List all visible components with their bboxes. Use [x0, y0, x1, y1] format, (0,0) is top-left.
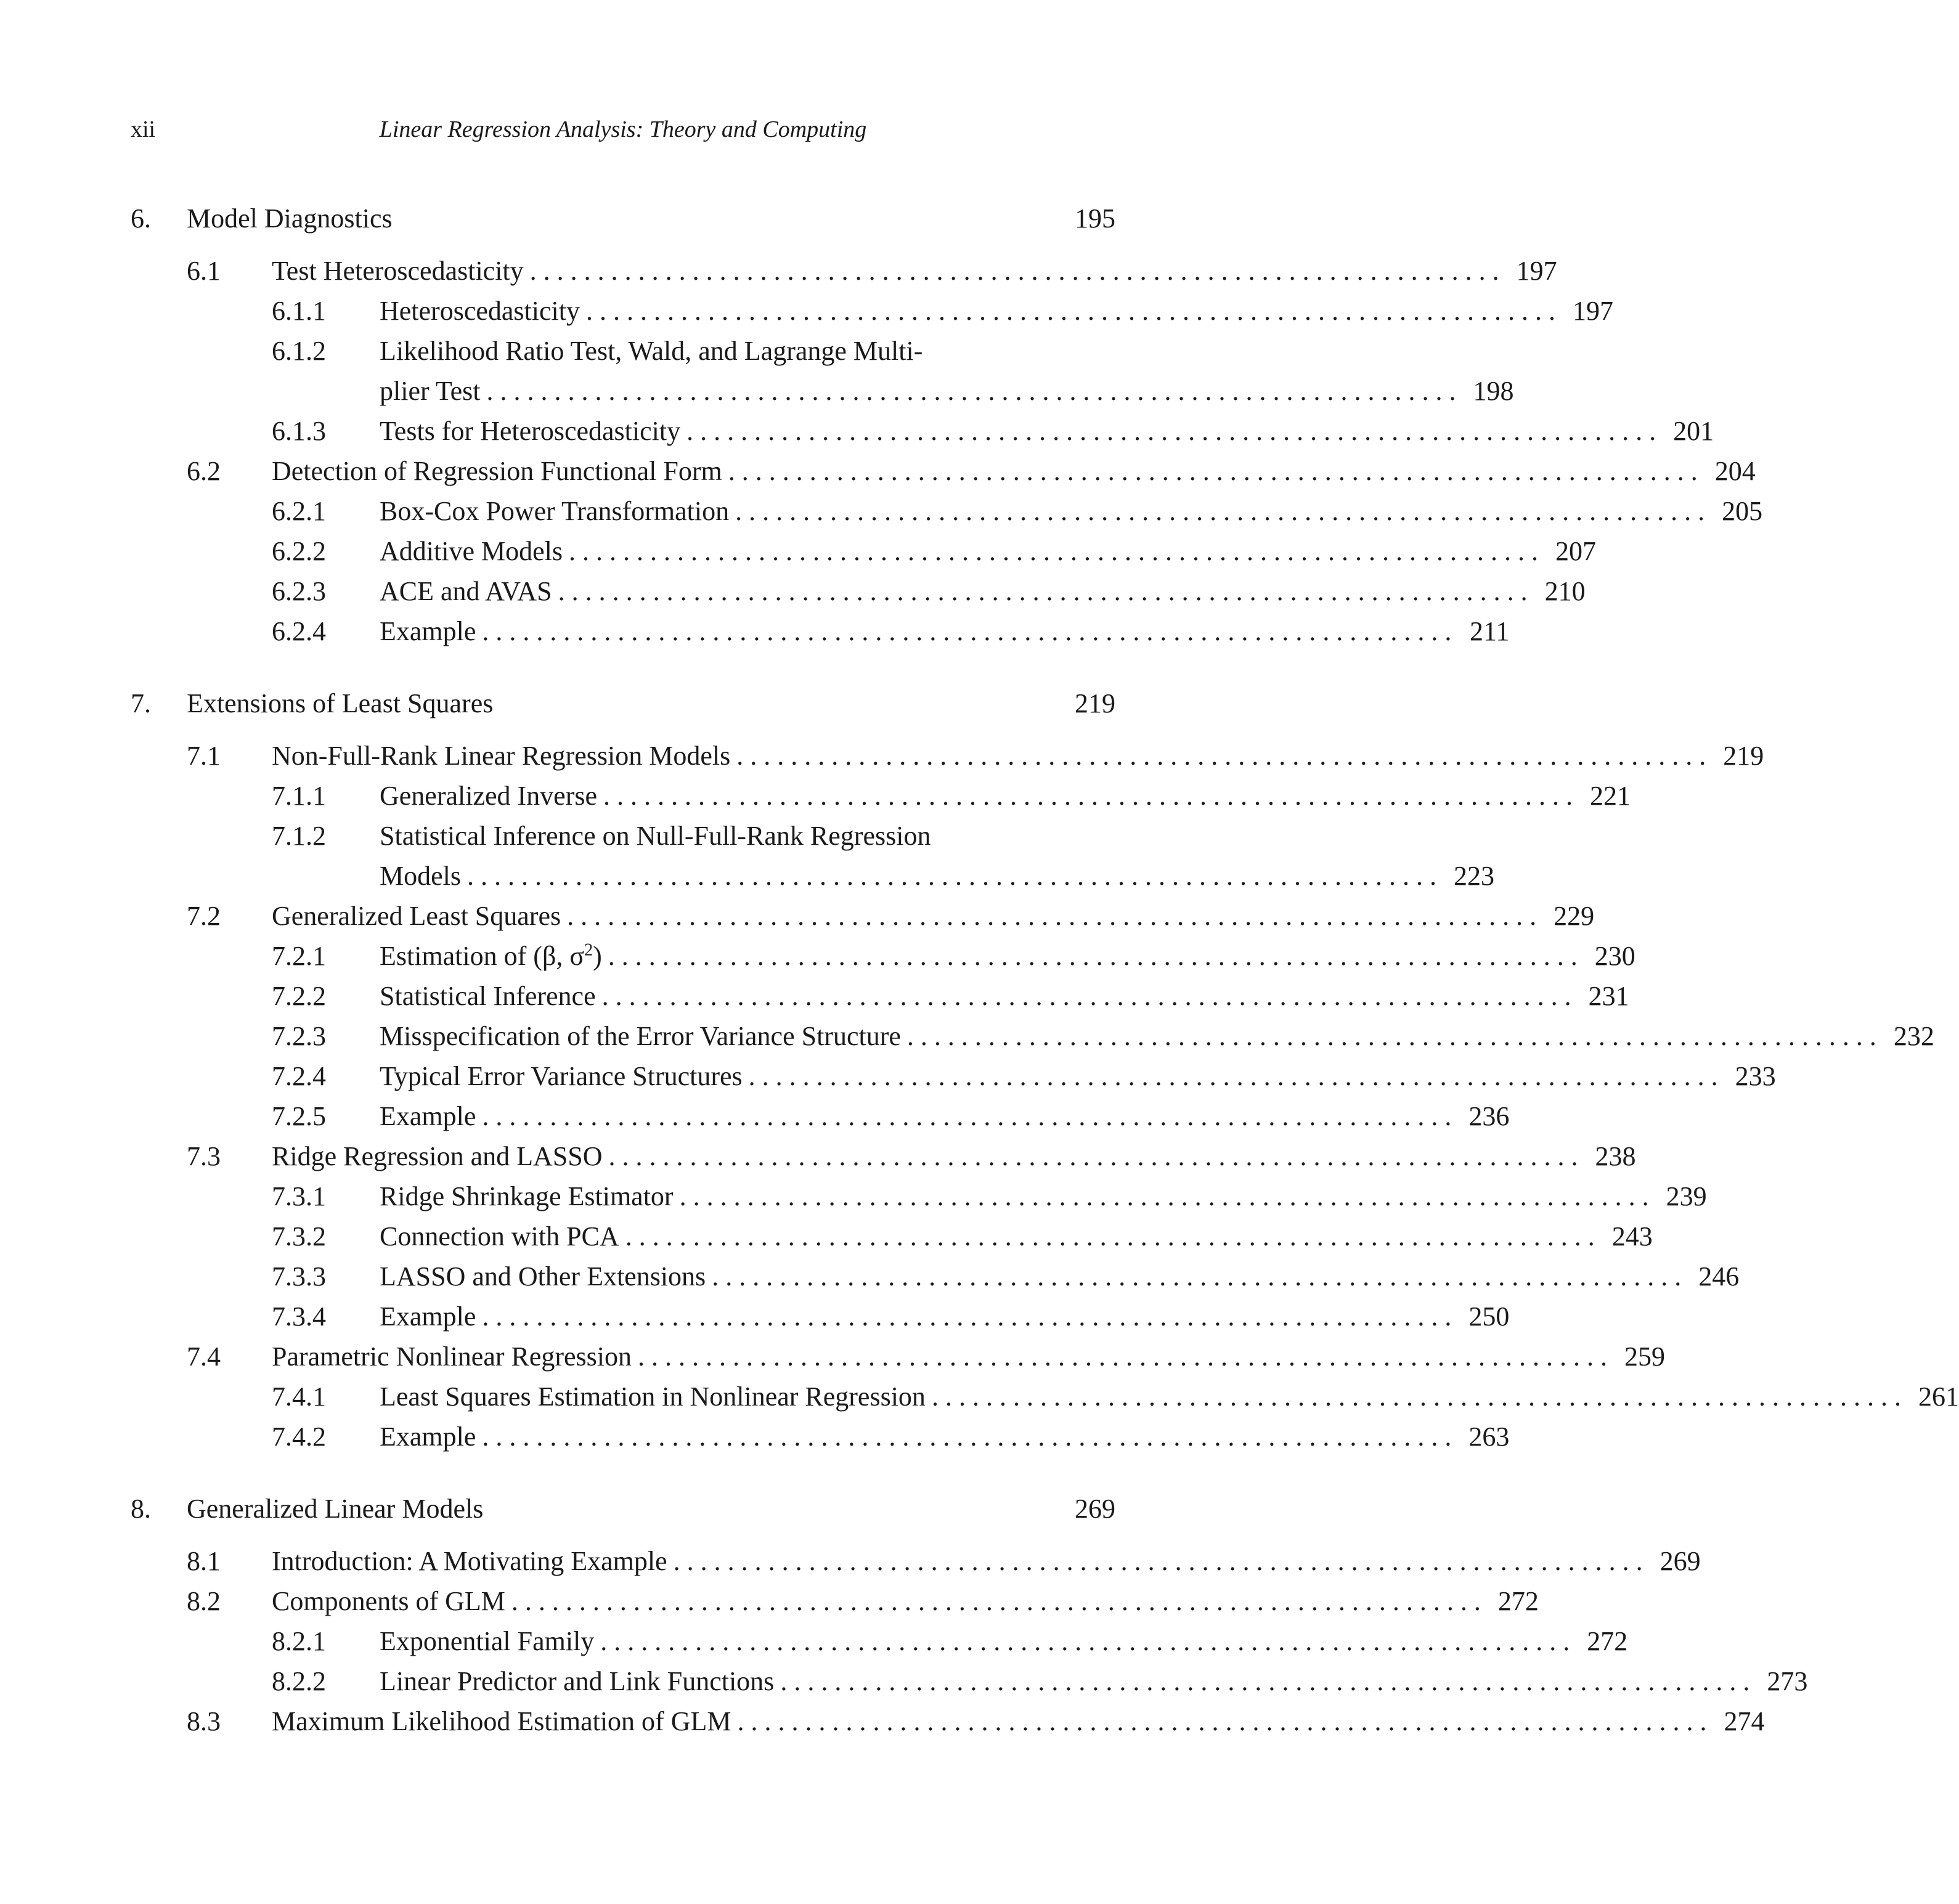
entry-number: 6.2.4: [272, 616, 326, 646]
chapter-page: 219: [1075, 688, 1115, 718]
chapter-heading[interactable]: [131, 198, 1115, 238]
toc-entry[interactable]: [131, 936, 1635, 976]
toc-entry[interactable]: [131, 976, 1629, 1016]
toc-entry[interactable]: [131, 571, 1586, 611]
dot-leader: . . . . . . . . . . . . . . . . . . . . . . . . . . . . . . . . . . . . . . . . . . . . . . . . . . . . . . . . . . . . . . . . . . . . . . . .: [737, 1706, 1707, 1736]
entry-number: 7.1: [187, 741, 221, 771]
entry-number: 6.1.1: [272, 296, 326, 326]
entry-title: Introduction: A Motivating Example: [272, 1546, 667, 1576]
entry-title: Statistical Inference: [380, 981, 596, 1011]
dot-leader: . . . . . . . . . . . . . . . . . . . . . . . . . . . . . . . . . . . . . . . . . . . . . . . . . . . . . . . . . . . . . . . . . . . . . . . .: [728, 456, 1698, 486]
entry-title: Typical Error Variance Structures: [380, 1061, 743, 1091]
entry-page: 197: [1516, 256, 1557, 286]
entry-title: Non-Full-Rank Linear Regression Models: [272, 741, 731, 771]
dot-leader: . . . . . . . . . . . . . . . . . . . . . . . . . . . . . . . . . . . . . . . . . . . . . . . . . . . . . . . . . . . . . . . . . . . . . . . .: [735, 496, 1705, 526]
dot-leader: . . . . . . . . . . . . . . . . . . . . . . . . . . . . . . . . . . . . . . . . . . . . . . . . . . . . . . . . . . . . . . . . . . . . . . . .: [601, 981, 1571, 1011]
entry-page: 201: [1673, 416, 1714, 446]
entry-number: 7.1.1: [272, 781, 326, 811]
page-number: xii: [131, 116, 156, 142]
entry-number: 8.2.2: [272, 1666, 326, 1696]
entry-number: 6.1: [187, 256, 221, 286]
toc-entry-continuation[interactable]: [131, 856, 1494, 896]
entry-page: 230: [1594, 941, 1635, 971]
entry-title: Least Squares Estimation in Nonlinear Regression: [380, 1381, 926, 1412]
dot-leader: . . . . . . . . . . . . . . . . . . . . . . . . . . . . . . . . . . . . . . . . . . . . . . . . . . . . . . . . . . . . . . . . . . . . . . . .: [486, 376, 1456, 406]
entry-page: 259: [1624, 1341, 1666, 1372]
dot-leader: . . . . . . . . . . . . . . . . . . . . . . . . . . . . . . . . . . . . . . . . . . . . . . . . . . . . . . . . . . . . . . . . . . . . . . . .: [482, 616, 1452, 646]
entry-title: Ridge Regression and LASSO: [272, 1141, 603, 1171]
entry-page: 239: [1666, 1181, 1707, 1211]
chapter-page: 195: [1075, 203, 1115, 234]
toc-entry[interactable]: [131, 1016, 1934, 1056]
dot-leader: . . . . . . . . . . . . . . . . . . . . . . . . . . . . . . . . . . . . . . . . . . . . . . . . . . . . . . . . . . . . . . . . . . . . . . . .: [600, 1626, 1570, 1656]
entry-title: Statistical Inference on Null-Full-Rank Regression: [380, 821, 931, 851]
dot-leader: . . . . . . . . . . . . . . . . . . . . . . . . . . . . . . . . . . . . . . . . . . . . . . . . . . . . . . . . . . . . . . . . . . . . . . . .: [608, 941, 1578, 971]
dot-leader: . . . . . . . . . . . . . . . . . . . . . . . . . . . . . . . . . . . . . . . . . . . . . . . . . . . . . . . . . . . . . . . . . . . . . . . .: [608, 1141, 1578, 1171]
toc-entry-continuation[interactable]: [131, 371, 1514, 411]
entry-number: 6.1.3: [272, 416, 326, 446]
entry-number: 6.1.2: [272, 336, 326, 366]
dot-leader: . . . . . . . . . . . . . . . . . . . . . . . . . . . . . . . . . . . . . . . . . . . . . . . . . . . . . . . . . . . . . . . . . . . . . . . .: [712, 1261, 1682, 1292]
entry-title: Generalized Least Squares: [272, 901, 561, 931]
entry-number: 6.2.2: [272, 536, 326, 566]
toc-entry[interactable]: [131, 1336, 1666, 1377]
entry-page: 197: [1572, 296, 1613, 326]
entry-title: Tests for Heteroscedasticity: [380, 416, 681, 446]
entry-number: 6.2: [187, 456, 221, 486]
book-title: Linear Regression Analysis: Theory and Computing: [379, 116, 867, 142]
toc-entry[interactable]: [131, 411, 1714, 451]
entry-number: 7.2.2: [272, 981, 326, 1011]
entry-number: 7.3.4: [272, 1301, 326, 1332]
entry-page: 223: [1454, 861, 1494, 891]
entry-title: Box-Cox Power Transformation: [380, 496, 730, 526]
toc-entry[interactable]: [131, 1096, 1510, 1136]
entry-title: Heteroscedasticity: [380, 296, 580, 326]
dot-leader: . . . . . . . . . . . . . . . . . . . . . . . . . . . . . . . . . . . . . . . . . . . . . . . . . . . . . . . . . . . . . . . . . . . . . . . .: [511, 1586, 1481, 1616]
entry-page: 210: [1544, 576, 1586, 606]
entry-number: 6.2.1: [272, 496, 326, 526]
entry-title: ACE and AVAS: [380, 576, 552, 606]
toc-entry[interactable]: [131, 1377, 1959, 1417]
entry-title: Detection of Regression Functional Form: [272, 456, 722, 486]
entry-page: 236: [1468, 1101, 1510, 1131]
toc-entry[interactable]: [131, 531, 1596, 571]
entry-page: 229: [1554, 901, 1595, 931]
toc-entry[interactable]: [131, 1417, 1510, 1457]
chapter-number: 7.: [131, 688, 151, 718]
entry-number: 7.3.1: [272, 1181, 326, 1211]
toc-entry[interactable]: [131, 1541, 1701, 1581]
entry-page: 272: [1587, 1626, 1628, 1656]
toc-entry[interactable]: [131, 816, 1115, 856]
chapter-number: 6.: [131, 203, 151, 234]
dot-leader: . . . . . . . . . . . . . . . . . . . . . . . . . . . . . . . . . . . . . . . . . . . . . . . . . . . . . . . . . . . . . . . . . . . . . . . .: [529, 256, 1499, 286]
dot-leader: . . . . . . . . . . . . . . . . . . . . . . . . . . . . . . . . . . . . . . . . . . . . . . . . . . . . . . . . . . . . . . . . . . . . . . . .: [482, 1301, 1452, 1332]
entry-page: 238: [1595, 1141, 1636, 1171]
toc-entry[interactable]: [131, 1581, 1539, 1621]
toc-entry[interactable]: [131, 896, 1595, 936]
entry-title: Misspecification of the Error Variance Structure: [380, 1021, 901, 1051]
entry-title: Example: [380, 616, 476, 646]
entry-number: 7.4.2: [272, 1422, 326, 1452]
entry-number: 7.4: [187, 1341, 221, 1372]
entry-title: Ridge Shrinkage Estimator: [380, 1181, 674, 1211]
toc-entry[interactable]: [131, 1296, 1510, 1336]
toc-entry[interactable]: [131, 451, 1756, 491]
entry-page: 246: [1698, 1261, 1740, 1292]
chapter-number: 8.: [131, 1494, 151, 1524]
entry-title: Test Heteroscedasticity: [272, 256, 524, 286]
toc-entry[interactable]: [131, 1621, 1628, 1661]
dot-leader: . . . . . . . . . . . . . . . . . . . . . . . . . . . . . . . . . . . . . . . . . . . . . . . . . . . . . . . . . . . . . . . . . . . . . . . .: [568, 536, 1538, 566]
entry-title-continued: Models: [380, 861, 461, 891]
entry-number: 7.4.1: [272, 1381, 326, 1412]
toc-entry[interactable]: [131, 291, 1613, 331]
entry-title: Connection with PCA: [380, 1221, 619, 1251]
entry-number: 7.1.2: [272, 821, 326, 851]
entry-page: 211: [1470, 616, 1510, 646]
toc-entry[interactable]: [131, 776, 1631, 816]
dot-leader: . . . . . . . . . . . . . . . . . . . . . . . . . . . . . . . . . . . . . . . . . . . . . . . . . . . . . . . . . . . . . . . . . . . . . . . .: [780, 1666, 1750, 1696]
entry-page: 231: [1588, 981, 1629, 1011]
dot-leader: . . . . . . . . . . . . . . . . . . . . . . . . . . . . . . . . . . . . . . . . . . . . . . . . . . . . . . . . . . . . . . . . . . . . . . . .: [748, 1061, 1718, 1091]
dot-leader: . . . . . . . . . . . . . . . . . . . . . . . . . . . . . . . . . . . . . . . . . . . . . . . . . . . . . . . . . . . . . . . . . . . . . . . .: [482, 1422, 1452, 1452]
dot-leader: . . . . . . . . . . . . . . . . . . . . . . . . . . . . . . . . . . . . . . . . . . . . . . . . . . . . . . . . . . . . . . . . . . . . . . . .: [585, 296, 1555, 326]
dot-leader: . . . . . . . . . . . . . . . . . . . . . . . . . . . . . . . . . . . . . . . . . . . . . . . . . . . . . . . . . . . . . . . . . . . . . . . .: [603, 781, 1573, 811]
entry-number: 8.2: [187, 1586, 221, 1616]
entry-title: LASSO and Other Extensions: [380, 1261, 706, 1292]
chapter-title: Model Diagnostics: [187, 203, 393, 234]
chapter-title: Extensions of Least Squares: [187, 688, 494, 718]
dot-leader: . . . . . . . . . . . . . . . . . . . . . . . . . . . . . . . . . . . . . . . . . . . . . . . . . . . . . . . . . . . . . . . . . . . . . . . .: [625, 1221, 1595, 1251]
chapter-8: [131, 1489, 1808, 1741]
entry-number: 7.3.3: [272, 1261, 326, 1292]
entry-title: Parametric Nonlinear Regression: [272, 1341, 632, 1372]
toc-entry[interactable]: [131, 1056, 1776, 1096]
entry-page: 204: [1714, 456, 1756, 486]
dot-leader: . . . . . . . . . . . . . . . . . . . . . . . . . . . . . . . . . . . . . . . . . . . . . . . . . . . . . . . . . . . . . . . . . . . . . . . .: [638, 1341, 1608, 1372]
entry-page: 232: [1893, 1021, 1934, 1051]
chapter-6: [131, 198, 1763, 651]
toc-entry[interactable]: [131, 1661, 1808, 1701]
dot-leader: . . . . . . . . . . . . . . . . . . . . . . . . . . . . . . . . . . . . . . . . . . . . . . . . . . . . . . . . . . . . . . . . . . . . . . . .: [673, 1546, 1643, 1576]
chapter-page: 269: [1075, 1494, 1115, 1524]
entry-title: Additive Models: [380, 536, 563, 566]
entry-page: 205: [1722, 496, 1763, 526]
entry-number: 7.3.2: [272, 1221, 326, 1251]
dot-leader: . . . . . . . . . . . . . . . . . . . . . . . . . . . . . . . . . . . . . . . . . . . . . . . . . . . . . . . . . . . . . . . . . . . . . . . .: [567, 901, 1537, 931]
toc-entry[interactable]: [131, 331, 1115, 371]
entry-number: 7.2.4: [272, 1061, 326, 1091]
entry-number: 7.2.5: [272, 1101, 326, 1131]
entry-title: Components of GLM: [272, 1586, 505, 1616]
entry-title: Estimation of (β, $\sigma^2$): [380, 940, 602, 971]
entry-title: Maximum Likelihood Estimation of GLM: [272, 1706, 731, 1736]
entry-title: Generalized Inverse: [380, 781, 598, 811]
chapter-heading[interactable]: [131, 1489, 1115, 1529]
toc-entry[interactable]: [131, 611, 1510, 651]
toc-entry[interactable]: [131, 736, 1764, 776]
entry-page: 274: [1724, 1706, 1765, 1736]
superscript: 2: [584, 940, 593, 960]
entry-page: 269: [1660, 1546, 1701, 1576]
entry-number: 8.3: [187, 1706, 221, 1736]
entry-page: 219: [1723, 741, 1764, 771]
dot-leader: . . . . . . . . . . . . . . . . . . . . . . . . . . . . . . . . . . . . . . . . . . . . . . . . . . . . . . . . . . . . . . . . . . . . . . . .: [679, 1181, 1649, 1211]
entry-number: 7.2: [187, 901, 221, 931]
toc-entry[interactable]: [131, 1256, 1740, 1296]
entry-page: 221: [1590, 781, 1631, 811]
toc-entry[interactable]: [131, 1176, 1707, 1216]
entry-title-continued: plier Test: [380, 376, 481, 406]
dot-leader: . . . . . . . . . . . . . . . . . . . . . . . . . . . . . . . . . . . . . . . . . . . . . . . . . . . . . . . . . . . . . . . . . . . . . . . .: [558, 576, 1528, 606]
entry-title: Exponential Family: [380, 1626, 595, 1656]
toc-entry[interactable]: [131, 1701, 1765, 1741]
entry-title: Likelihood Ratio Test, Wald, and Lagrange Multi-: [380, 336, 923, 366]
dot-leader: . . . . . . . . . . . . . . . . . . . . . . . . . . . . . . . . . . . . . . . . . . . . . . . . . . . . . . . . . . . . . . . . . . . . . . . .: [686, 416, 1656, 446]
dot-leader: . . . . . . . . . . . . . . . . . . . . . . . . . . . . . . . . . . . . . . . . . . . . . . . . . . . . . . . . . . . . . . . . . . . . . . . .: [931, 1381, 1901, 1412]
entry-title: Example: [380, 1422, 476, 1452]
toc-entry[interactable]: [131, 491, 1763, 531]
entry-number: 8.2.1: [272, 1626, 326, 1656]
dot-leader: . . . . . . . . . . . . . . . . . . . . . . . . . . . . . . . . . . . . . . . . . . . . . . . . . . . . . . . . . . . . . . . . . . . . . . . .: [467, 861, 1436, 891]
entry-page: 250: [1468, 1301, 1510, 1332]
entry-page: 261: [1918, 1381, 1959, 1412]
entry-page: 273: [1767, 1666, 1808, 1696]
entry-number: 8.1: [187, 1546, 221, 1576]
entry-title: Linear Predictor and Link Functions: [380, 1666, 775, 1696]
table-of-contents: [131, 198, 1959, 1741]
entry-number: 6.2.3: [272, 576, 326, 606]
chapter-title: Generalized Linear Models: [187, 1494, 484, 1524]
entry-title: Example: [380, 1301, 476, 1332]
dot-leader: . . . . . . . . . . . . . . . . . . . . . . . . . . . . . . . . . . . . . . . . . . . . . . . . . . . . . . . . . . . . . . . . . . . . . . . .: [736, 741, 1706, 771]
entry-page: 272: [1497, 1586, 1539, 1616]
dot-leader: . . . . . . . . . . . . . . . . . . . . . . . . . . . . . . . . . . . . . . . . . . . . . . . . . . . . . . . . . . . . . . . . . . . . . . . .: [482, 1101, 1452, 1131]
running-head: [131, 116, 1115, 147]
entry-title: Example: [380, 1101, 476, 1131]
entry-number: 7.2.3: [272, 1021, 326, 1051]
entry-number: 7.3: [187, 1141, 221, 1171]
toc-entry[interactable]: [131, 1136, 1636, 1176]
entry-page: 207: [1555, 536, 1596, 566]
chapter-7: [131, 683, 1959, 1457]
entry-page: 198: [1473, 376, 1514, 406]
entry-number: 7.2.1: [272, 941, 326, 971]
entry-page: 263: [1468, 1422, 1510, 1452]
toc-entry[interactable]: [131, 1216, 1653, 1256]
dot-leader: . . . . . . . . . . . . . . . . . . . . . . . . . . . . . . . . . . . . . . . . . . . . . . . . . . . . . . . . . . . . . . . . . . . . . . . .: [906, 1021, 1876, 1051]
entry-page: 233: [1735, 1061, 1776, 1091]
entry-page: 243: [1611, 1221, 1653, 1251]
toc-entry[interactable]: [131, 251, 1557, 291]
chapter-heading[interactable]: [131, 683, 1115, 723]
